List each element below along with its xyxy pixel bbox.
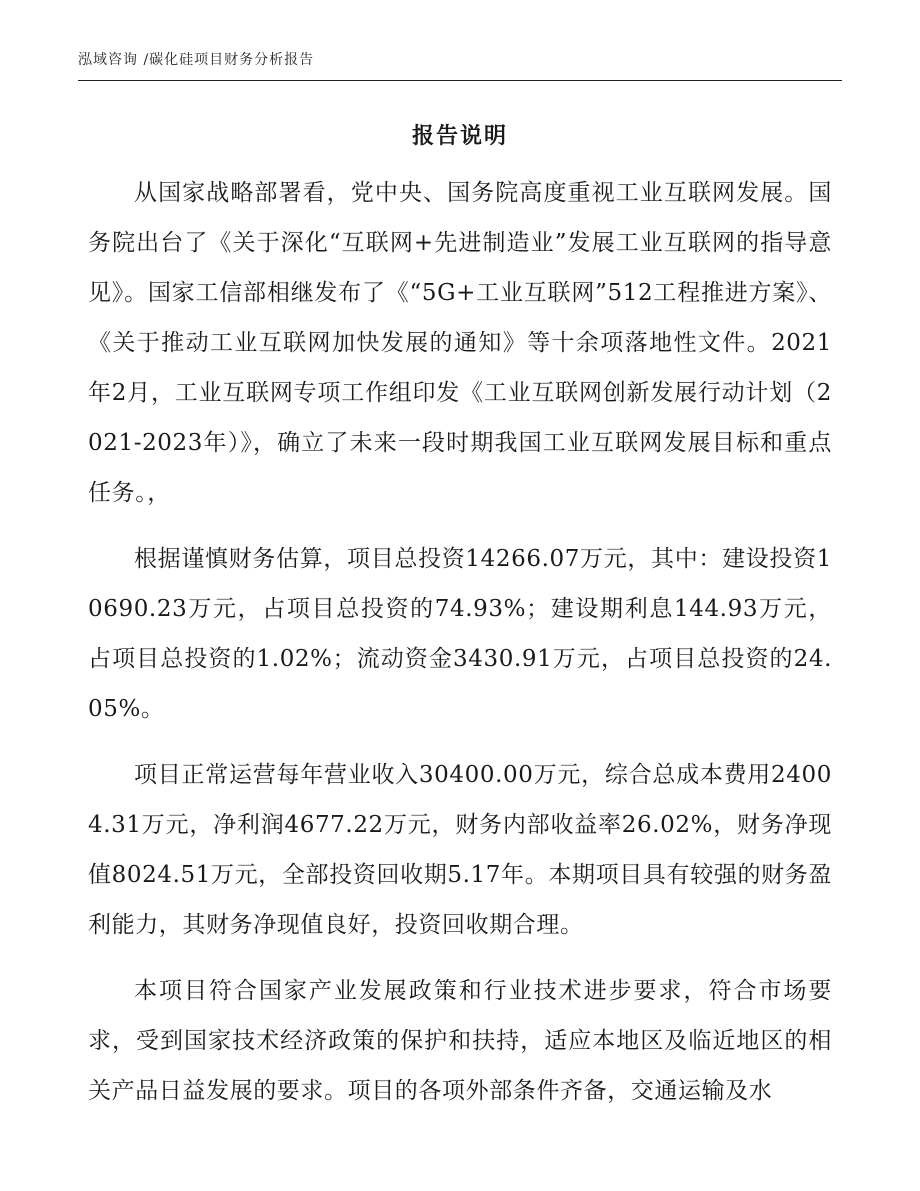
body-text [88, 168, 832, 1132]
paragraph-revenue: 项目正常运营每年营业收入30400.00万元，综合总成本费用24004.31万元，净利润4677.22万元，财务内部收益率26.02%，财务净现值8024.51万元，全部投资回收期5.17年。本期项目具有较强的财务盈利能力，其财务净现值良好，投资回收期合理。 [88, 762, 832, 938]
paragraph-investment: 根据谨慎财务估算，项目总投资14266.07万元，其中：建设投资10690.23万元，占项目总投资的74.93%；建设期利息144.93万元，占项目总投资的1.02%；流动资金3430.91万元，占项目总投资的24.05%。 [88, 546, 832, 722]
paragraph-compliance: 本项目符合国家产业发展政策和行业技术进步要求，符合市场要求，受到国家技术经济政策的保护和扶持，适应本地区及临近地区的相关产品日益发展的要求。项目的各项外部条件齐备，交通运输及水 [88, 978, 832, 1104]
header-rule [78, 80, 842, 81]
paragraph-policy: 从国家战略部署看，党中央、国务院高度重视工业互联网发展。国务院出台了《关于深化“互联网+先进制造业”发展工业互联网的指导意见》。国家工信部相继发布了《“5G+工业互联网”512工程推进方案》、《关于推动工业互联网加快发展的通知》等十余项落地性文件。2021年2月，工业互联网专项工作组印发《工业互联网创新发展行动计划（2021-2023年）》，确立了未来一段时期我国工业互联网发展目标和重点任务。， [88, 180, 832, 506]
section-title: 报告说明 [411, 123, 508, 149]
running-header: 泓域咨询 /碳化硅项目财务分析报告 [78, 52, 315, 68]
